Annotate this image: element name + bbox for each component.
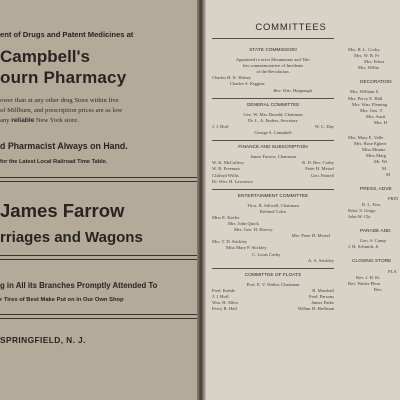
member-name: Percy R. Hall: [212, 306, 237, 312]
committee-line: Mrs. Austi: [366, 113, 386, 119]
committee-line: Mrs. Edwa: [364, 59, 385, 65]
committee-heading: PRESS, ADVE: [360, 186, 392, 192]
member-name: R. D. Rev. Corby: [302, 160, 334, 166]
section-rule: [212, 189, 334, 190]
pharmacy-name: Campbell's: [0, 47, 91, 66]
member-name: Miss E. Keeler: [212, 214, 240, 220]
member-name: Clifford Willis: [212, 172, 239, 178]
committee-line: Appointed to erect Monuments and Tab-: [235, 57, 311, 63]
member-name: Wm. H. Allen: [212, 300, 238, 306]
member-name: C. Louis Corby: [252, 251, 281, 257]
committee-line: John W. Cla: [348, 214, 371, 220]
member-row: George S. Campbell: [254, 130, 292, 136]
farrow-name: James Farrow: [0, 200, 125, 221]
committee-line: Rev.: [374, 286, 383, 292]
price-line-3-post: New York store.: [35, 117, 79, 124]
committee-line: Mrs. H: [374, 119, 388, 125]
member-name: R. Marshall: [312, 287, 334, 293]
member-name: Rev. Wm. Hoppaugh: [273, 87, 312, 93]
member-name: Mrs. Peter H. Meisel: [291, 233, 330, 239]
title-rule: [212, 38, 334, 39]
committee-line: Mrs. William S.: [350, 89, 380, 95]
member-name: A. A. Stickley: [307, 257, 334, 263]
springfield-line: SPRINGFIELD, N. J.: [0, 335, 86, 345]
drug-department-line: ent of Drugs and Patent Medicines at: [0, 30, 134, 39]
committee-line: Thos. R. Stilwell, Chairman: [247, 202, 299, 208]
pharmacy-title: ourn Pharmacy: [0, 68, 127, 87]
price-line-2: of Millburn, and prescription prices are as low: [0, 107, 123, 114]
member-row: [212, 306, 334, 312]
committee-line: James Farrow, Chairman: [250, 154, 296, 160]
committee-line: Robt. S. Grego: [348, 207, 376, 213]
committee-block: [212, 194, 334, 264]
committee-line: Miss Marg: [366, 153, 386, 159]
price-line-3-bold: reliable: [11, 117, 35, 124]
member-name: Charles S. Kiggins: [230, 81, 265, 87]
committee-line: Mrs. W. R. Fr: [354, 53, 380, 59]
committee-heading: PARADE AND: [360, 229, 391, 235]
member-row: [212, 258, 334, 264]
committee-heading: GENERAL COMMITTEE: [246, 102, 300, 108]
section-rule: [212, 268, 334, 269]
committee-heading: CLOSING STORE: [352, 259, 392, 265]
member-name: Mrs. Geo. H. Harvey: [234, 227, 273, 233]
committee-line: Mrs. Geo. T: [360, 107, 383, 113]
shoeing-line: g in All its Branches Promptly Attended To: [0, 281, 158, 290]
committee-line: Dr. L. A. Enders, Secretary: [248, 117, 298, 123]
committee-line: Mrs. Willia: [358, 65, 379, 71]
committee-heading: STATE COMMISSION: [249, 48, 297, 53]
committee-line: M: [386, 171, 391, 177]
committee-line: M: [382, 165, 387, 171]
committee-line: Miss Minnie: [362, 147, 386, 153]
member-name: James Parke: [311, 300, 334, 306]
committee-block: [212, 48, 334, 94]
committees-left-column: [212, 48, 334, 312]
committee-line: R. L. Fres: [362, 201, 381, 207]
member-name: Mrs. T. D. Stickley: [212, 239, 248, 245]
tires-line: r Tires of Best Make Put on in Our Own Shop: [0, 297, 124, 303]
committee-line: Geo. S. Camp: [360, 238, 386, 244]
page-title: COMMITTEES: [255, 22, 327, 33]
committee-line: Mrs. Wm. Fleming: [352, 101, 388, 107]
member-name: Peter H. Meisel: [305, 166, 334, 172]
committee-block: [212, 273, 334, 313]
committees-page: [206, 0, 400, 400]
committee-line: Refined Color: [259, 208, 287, 214]
committee-line: Mr. Wi: [374, 159, 388, 165]
member-name: Charles H. K. Halsey: [212, 75, 252, 81]
price-line-1: ower than at any other drug Store within five: [0, 97, 119, 104]
member-name: W. K. McCaffrey: [212, 160, 244, 166]
divider: [0, 177, 197, 178]
price-line-3: [0, 117, 79, 124]
divider: [0, 318, 197, 319]
member-name: W. R. Freeman: [212, 166, 240, 172]
committee-line: Mrs. R. L. Corby: [348, 47, 380, 52]
divider: [0, 181, 197, 182]
committee-block: [212, 145, 334, 185]
divider: [0, 314, 197, 315]
section-rule: [212, 98, 334, 99]
committee-line: PLA: [388, 268, 397, 274]
committee-line: Mrs. Percy E. Hall: [348, 95, 383, 101]
committee-line: Rev. Walter Pleas: [348, 280, 381, 286]
member-name: Mrs. John Quick: [228, 221, 259, 227]
committee-line: Prof. E. V. Walter, Chairman: [246, 281, 300, 287]
committee-heading: DECORATION: [360, 80, 392, 86]
committee-line: of the Revolution.: [256, 69, 290, 75]
divider: [0, 255, 197, 256]
timetable-line: for the Latest Local Railroad Time Table.: [0, 159, 108, 165]
committee-line: Geo. W. Mac Donald, Chairman: [243, 111, 303, 117]
advertisement-page: [0, 0, 197, 400]
book-gutter: [197, 0, 206, 400]
member-name: Fred. Parsons: [308, 294, 334, 299]
committee-line: PRIN: [388, 195, 399, 201]
member-name: Dr. Wm. H. Lawrence: [212, 178, 253, 184]
committee-line: lets commemorative of Incidents: [242, 63, 304, 69]
committee-line: Mrs. Mary E. Valle: [348, 135, 384, 141]
member-name: W. C. Day: [314, 123, 334, 129]
committee-heading: COMMITTEE OF FLOATS: [244, 272, 302, 278]
pharmacist-line: d Pharmacist Always on Hand.: [0, 141, 128, 151]
member-name: Fred. Kohde: [212, 287, 235, 293]
section-rule: [212, 140, 334, 141]
price-line-3-pre: any: [0, 117, 10, 124]
divider: [0, 259, 197, 260]
committee-heading: ENTERTAINMENT COMMITTEE: [237, 193, 309, 199]
carriages-line: rriages and Wagons: [0, 229, 143, 246]
member-row: [212, 179, 334, 185]
committee-block: [212, 103, 334, 136]
member-name: J. J. Hoff: [212, 123, 229, 129]
member-name: J. J. Hoff: [212, 294, 229, 299]
committee-line: Mrs. Rose Egbert: [354, 141, 387, 147]
member-name: Wilbur H. Hoffman: [297, 306, 334, 312]
member-name: Miss Mary P. Stickley: [226, 245, 267, 251]
committee-heading: FINANCE AND SUBSCRIPTION: [238, 145, 308, 151]
committee-line: J. H. Schmidt, Jr: [348, 244, 379, 250]
committees-right-column: [348, 47, 400, 293]
member-row: [212, 88, 334, 94]
committee-line: Rev. J. H. Ki: [356, 274, 380, 280]
member-name: Geo. Parnell: [311, 172, 334, 178]
